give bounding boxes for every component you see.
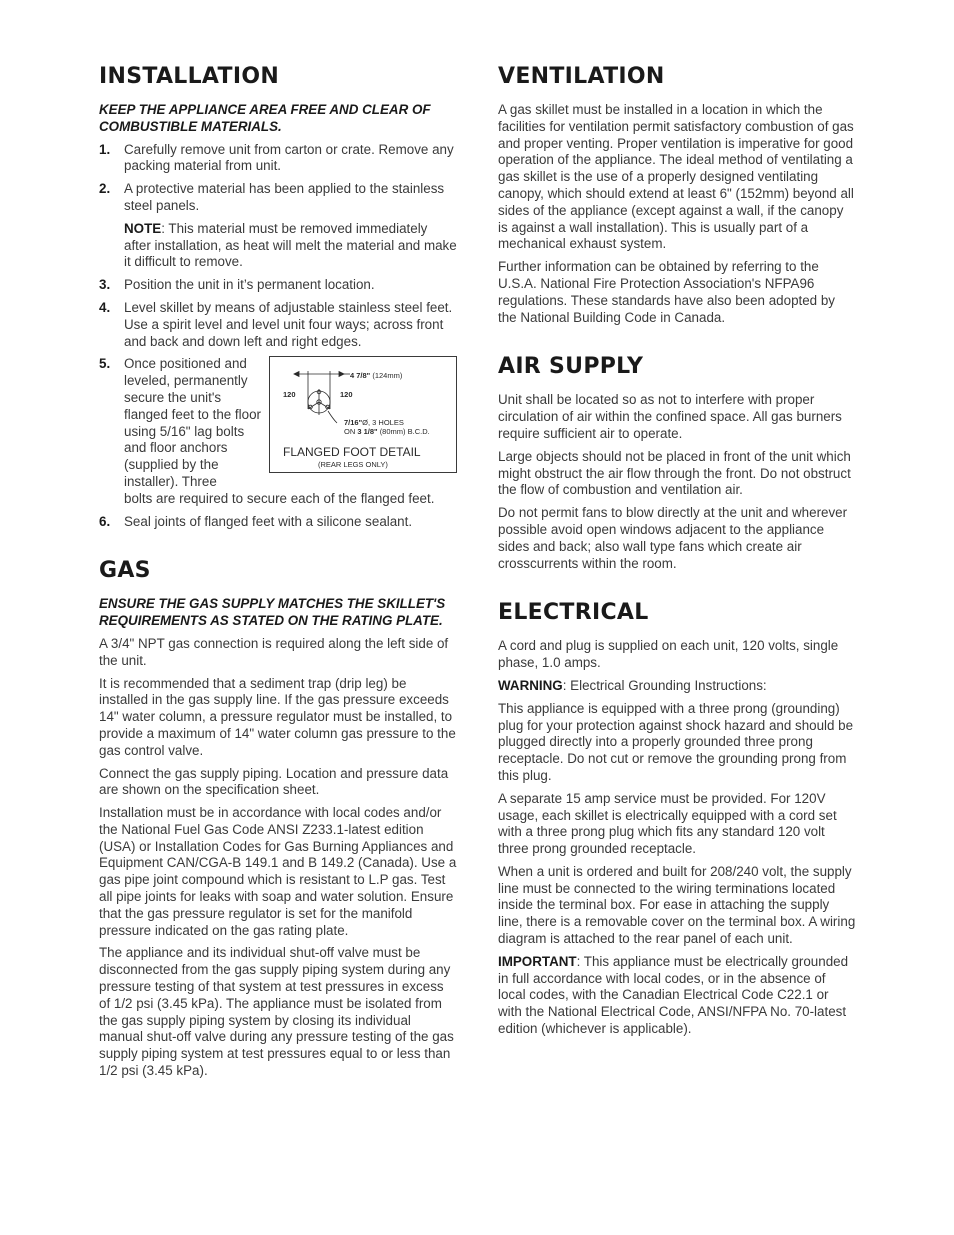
electrical-paragraph: This appliance is equipped with a three prong (grounding) plug for your protection against shock hazard and should be plugged directly into a properly grounded three prong receptacle. Do not cut or remove the grounding prong from this plug. bbox=[498, 700, 854, 783]
important-text: : This appliance must be electrically grounded in full accordance with local codes, or in the absence of local codes, with the Canadian Electrical Code C22.1 or with the National Electrical Code, ANSI/NFPA No. 70-latest edition (whichever is applicable). bbox=[498, 953, 849, 1037]
step-3 bbox=[99, 277, 457, 294]
air-supply-paragraph: Unit shall be located so as not to interfere with proper circulation of air within the confined space. All gas burners require sufficient air to operate. bbox=[498, 392, 842, 441]
air-supply-paragraph: Large objects should not be placed in front of the unit which might obstruct the air flow through the front. Do not obstruct the flow of combustion and ventilation air. bbox=[498, 448, 851, 498]
step-text: Position the unit in it’s permanent location. bbox=[124, 277, 375, 293]
gas-heading: GAS bbox=[99, 558, 151, 584]
bolt-circle-diameter-label: ON 3 1/8" (80mm) B.C.D. bbox=[344, 427, 430, 437]
gas-paragraph: A 3/4" NPT gas connection is required along the left side of the unit. bbox=[99, 635, 449, 668]
step-6 bbox=[99, 514, 457, 531]
figure-subcaption: (REAR LEGS ONLY) bbox=[318, 460, 388, 470]
air-supply-heading: AIR SUPPLY bbox=[498, 354, 644, 380]
gas-paragraph: It is recommended that a sediment trap (drip leg) be installed in the gas supply line. If the gas pressure exceeds 14" water column, a pressure regulator must be installed, to provide a maximum of 14" water column gas pressure to the gas control valve. bbox=[99, 675, 456, 758]
gas-paragraph: Installation must be in accordance with local codes and/or the National Fuel Gas Code ANSI Z233.1-latest edition (USA) or Installation Codes for Gas Burning Appliances and Equipment CAN/CGA-B 149.1 and B 149.2 (Canada). Use a gas pipe joint compound which is resistant to L.P gas. Test all pipe joints for leaks with soap and water solution. Ensure that the gas pressure regulator is set for the manifold pressure indicated on the gas rating plate. bbox=[99, 805, 457, 938]
step-2 bbox=[99, 181, 457, 215]
ventilation-heading: VENTILATION bbox=[498, 64, 665, 89]
important-label: IMPORTANT bbox=[498, 953, 577, 969]
electrical-important bbox=[498, 954, 856, 1038]
step-text: Carefully remove unit from carton or crate. Remove any packing material from unit. bbox=[124, 141, 454, 174]
step-text-continued: bolts are required to secure each of the flanged feet. bbox=[124, 490, 435, 506]
step-4 bbox=[99, 300, 457, 350]
gas-warning: ENSURE THE GAS SUPPLY MATCHES THE SKILLET'S REQUIREMENTS AS STATED ON THE RATING PLATE. bbox=[99, 596, 446, 629]
flanged-foot-figure bbox=[269, 356, 457, 473]
arrow-right bbox=[339, 372, 344, 377]
step-text: Seal joints of flanged feet with a silicone sealant. bbox=[124, 513, 413, 529]
arrow-left bbox=[294, 372, 299, 377]
hole-leader bbox=[328, 411, 337, 423]
step-number: 6. bbox=[99, 513, 111, 529]
electrical-paragraph: A cord and plug is supplied on each unit, 120 volts, single phase, 1.0 amps. bbox=[498, 638, 839, 671]
gas-paragraph: Connect the gas supply piping. Location and pressure data are shown on the specification sheet. bbox=[99, 765, 449, 798]
installation-steps bbox=[99, 142, 457, 215]
electrical-warning bbox=[498, 678, 856, 695]
note-label: NOTE bbox=[124, 220, 162, 236]
installation-steps-continued bbox=[99, 277, 457, 350]
gas-paragraph: The appliance and its individual shut-off valve must be disconnected from the gas supply piping system during any pressure testing of that system at test pressures in excess of 1/2 psi (3.45 kPa). The appliance must be isolated from the gas supply piping system by closing its individual manual shut-off valve during any pressure testing of the gas supply piping system at test pressures equal to or less than 1/2 psi (3.45 kPa). bbox=[99, 945, 454, 1079]
step-number: 5. bbox=[99, 356, 111, 372]
installation-heading: INSTALLATION bbox=[99, 64, 280, 89]
electrical-heading: ELECTRICAL bbox=[498, 600, 649, 626]
width-dimension-label: 4 7/8" (124mm) bbox=[350, 371, 403, 381]
left-column bbox=[99, 62, 457, 1086]
step-5 bbox=[99, 356, 457, 507]
step-number: 2. bbox=[99, 181, 111, 197]
protective-material-note bbox=[99, 221, 457, 271]
warning-text: : Electrical Grounding Instructions: bbox=[562, 677, 767, 693]
step-1 bbox=[99, 142, 457, 176]
warning-label: WARNING bbox=[498, 677, 563, 693]
right-column bbox=[498, 62, 856, 1044]
ventilation-paragraph: A gas skillet must be installed in a location in which the facilities for ventilation permit satisfactory combustion of gas and proper venting. Proper ventilation is imperative for good operation of the appliance. The ideal method of ventilating a gas skillet is the use of a properly designed ventilating canopy, which should extend at least 6" (152mm) beyond all sides of the appliance (except against a wall, if the canopy is against a wall installation). This is usually part of a mechanical exhaust system. bbox=[498, 102, 854, 252]
figure-caption: FLANGED FOOT DETAIL bbox=[283, 445, 421, 460]
step-text: A protective material has been applied to the stainless steel panels. bbox=[124, 181, 445, 213]
step-number: 3. bbox=[99, 277, 111, 293]
electrical-paragraph: A separate 15 amp service must be provided. For 120V usage, each skillet is electrically equipped with a cord set with a three prong plug which fits any standard 120 volt three prong grounded receptacle. bbox=[498, 790, 837, 857]
angle-label-right: 120 bbox=[340, 390, 353, 400]
step-text: Level skillet by means of adjustable stainless steel feet. Use a spirit level and level unit four ways; across front and back and down left and right edges. bbox=[124, 299, 453, 349]
electrical-paragraph: When a unit is ordered and built for 208/240 volt, the supply line must be connected to the wiring terminations located inside the terminal box. For ease in attaching the supply line, there is a removable cover on the terminal box. A wiring diagram is attached to the rear panel of each unit. bbox=[498, 863, 856, 947]
ventilation-paragraph: Further information can be obtained by referring to the U.S.A. National Fire Protection Association's NFPA96 regulations. These standards have also been adopted by the National Building Code in Canada. bbox=[498, 259, 835, 325]
air-supply-paragraph: Do not permit fans to blow directly at the unit and wherever possible avoid open windows adjacent to the appliance sides and back; also wall type fans which create air crosscurrents within the room. bbox=[498, 505, 848, 571]
step-number: 4. bbox=[99, 299, 111, 315]
step-number: 1. bbox=[99, 141, 111, 157]
hole-size-label: 7/16"Ø, 3 HOLES bbox=[344, 418, 404, 428]
installation-warning: KEEP THE APPLIANCE AREA FREE AND CLEAR OF COMBUSTIBLE MATERIALS. bbox=[99, 102, 431, 134]
installation-steps-final bbox=[99, 514, 457, 531]
angle-label-left: 120 bbox=[283, 390, 296, 400]
step-text: Once positioned and leveled, permanently secure the unit's flanged feet to the floor using 5/16" lag bolts and floor anchors (supplied by the installer). Three bbox=[124, 356, 261, 489]
note-text: : This material must be removed immediately after installation, as heat will melt the material and make it difficult to remove. bbox=[124, 220, 457, 270]
